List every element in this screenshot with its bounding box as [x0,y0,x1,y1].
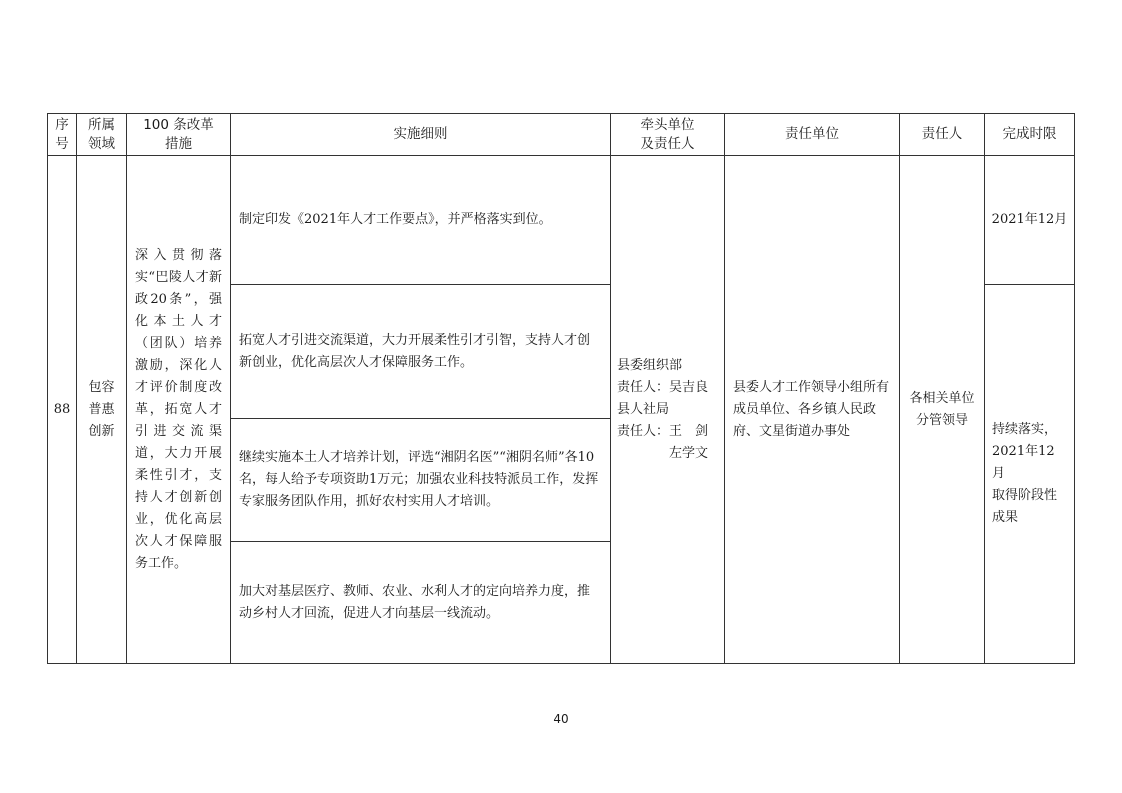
header-measure: 100 条改革 措施 [127,114,231,156]
header-row [48,114,1075,156]
row-unit: 县委人才工作领导小组所有成员单位、各乡镇人民政府、文星街道办事处 [725,156,900,664]
detail-item-2: 拓宽人才引进交流渠道，大力开展柔性引才引智，支持人才创新创业，优化高层次人才保障服务工作。 [231,285,611,419]
row-person: 各相关单位 分管领导 [900,156,985,664]
row-seq: 88 [48,156,77,664]
header-person: 责任人 [900,114,985,156]
row-field: 包容 普惠 创新 [77,156,127,664]
header-time: 完成时限 [985,114,1075,156]
header-detail: 实施细则 [231,114,611,156]
header-field: 所属 领域 [77,114,127,156]
table-row [48,156,1075,285]
reform-measures-table [47,113,1075,664]
detail-item-1: 制定印发《2021年人才工作要点》，并严格落实到位。 [231,156,611,285]
page-number: 40 [553,712,569,726]
time-rest: 持续落实， 2021年12月 取得阶段性 成果 [985,285,1075,664]
row-measure: 深入贯彻落实“巴陵人才新政20条”，强化本土人才（团队）培养激励，深化人才评价制度改革，拓宽人才引进交流渠道，大力开展柔性引才，支持人才创新创业，优化高层次人才保障服务工作。 [127,156,231,664]
header-lead: 牵头单位 及责任人 [611,114,725,156]
time-first: 2021年12月 [985,156,1075,285]
header-seq: 序 号 [48,114,77,156]
row-lead: 县委组织部 责任人：吴吉良 县人社局 责任人：王 剑 左学文 [611,156,725,664]
detail-item-3: 继续实施本土人才培养计划，评选“湘阴名医”“湘阴名师”各10名，每人给予专项资助1万元；加强农业科技特派员工作，发挥专家服务团队作用，抓好农村实用人才培训。 [231,419,611,542]
header-unit: 责任单位 [725,114,900,156]
detail-item-4: 加大对基层医疗、教师、农业、水利人才的定向培养力度，推动乡村人才回流，促进人才向基层一线流动。 [231,542,611,664]
